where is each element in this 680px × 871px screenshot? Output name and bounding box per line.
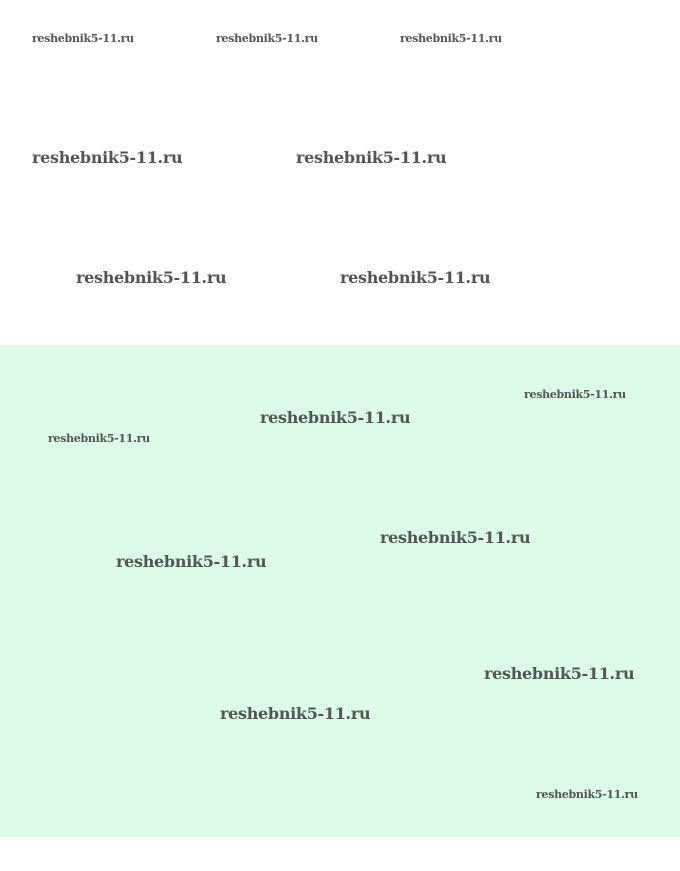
watermark: reshebnik5-11.ru: [296, 148, 447, 167]
watermark: reshebnik5-11.ru: [32, 32, 134, 45]
watermark: reshebnik5-11.ru: [116, 552, 267, 571]
watermark: reshebnik5-11.ru: [380, 528, 531, 547]
watermark: reshebnik5-11.ru: [484, 664, 635, 683]
watermark: reshebnik5-11.ru: [48, 432, 150, 445]
watermark: reshebnik5-11.ru: [216, 32, 318, 45]
watermark: reshebnik5-11.ru: [400, 32, 502, 45]
watermark: reshebnik5-11.ru: [32, 148, 183, 167]
watermark: reshebnik5-11.ru: [220, 704, 371, 723]
watermark: reshebnik5-11.ru: [536, 788, 638, 801]
watermark: reshebnik5-11.ru: [524, 388, 626, 401]
answer-section-background: [0, 345, 680, 837]
watermark: reshebnik5-11.ru: [76, 268, 227, 287]
watermark: reshebnik5-11.ru: [260, 408, 411, 427]
watermark: reshebnik5-11.ru: [340, 268, 491, 287]
